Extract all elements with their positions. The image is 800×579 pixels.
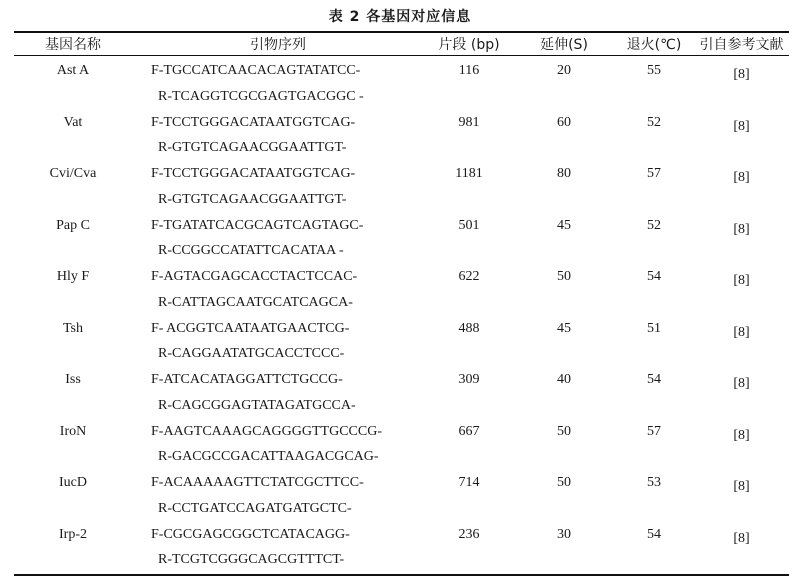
primer-sequence	[132, 58, 424, 110]
annealing-c: 52	[647, 114, 661, 130]
fragment-bp: 116	[458, 63, 480, 78]
forward-primer: F- ACGGTCAATAATGAACTCG-	[151, 320, 350, 336]
reverse-primer: R-CAGGAATATGCACCTCCC-	[158, 346, 345, 362]
primer-sequence	[132, 470, 424, 522]
table-body	[14, 58, 789, 573]
forward-primer: F-TCCTGGGACATAATGGTCAG-	[151, 166, 356, 181]
forward-primer: F-TGCCATCAACACAGTATATCC-	[151, 63, 361, 78]
fragment-bp: 714	[458, 475, 480, 490]
annealing-c: 54	[647, 372, 661, 387]
reference: [8]	[733, 530, 750, 546]
fragment-bp: 622	[458, 269, 480, 284]
annealing-c: 57	[647, 166, 661, 181]
extension-s: 80	[557, 166, 571, 181]
reference: [8]	[733, 479, 750, 494]
gene-name: Irp-2	[59, 526, 87, 542]
table-row	[14, 213, 789, 265]
forward-primer: F-AGTACGAGCACCTACTCCAC-	[151, 269, 358, 284]
reference: [8]	[733, 221, 750, 237]
gene-name: Hly F	[56, 269, 90, 284]
reference: [8]	[733, 170, 750, 185]
fragment-bp: 981	[458, 114, 480, 130]
gene-name: Cvi/Cva	[49, 166, 97, 181]
table-row	[14, 470, 789, 522]
annealing-c: 52	[647, 217, 661, 233]
reference: [8]	[733, 324, 750, 340]
fragment-bp: 236	[458, 526, 480, 542]
header-fragment: 片段 (bp)	[438, 37, 500, 53]
table-header	[14, 33, 789, 55]
reverse-primer: R-CCTGATCCAGATGATGCTC-	[158, 500, 352, 516]
primer-sequence	[132, 522, 424, 574]
fragment-bp: 488	[458, 320, 480, 336]
forward-primer: F-ATCACATAGGATTCTGCCG-	[151, 372, 343, 387]
gene-name: Pap C	[56, 217, 90, 233]
fragment-bp: 1181	[455, 166, 483, 181]
extension-s: 60	[557, 114, 571, 130]
fragment-bp: 501	[458, 217, 480, 233]
primer-sequence	[132, 264, 424, 316]
extension-s: 50	[557, 475, 571, 490]
primer-sequence	[132, 161, 424, 213]
extension-s: 50	[557, 423, 571, 439]
reverse-primer: R-TCAGGTCGCGAGTGACGGC -	[158, 88, 364, 104]
primer-sequence	[132, 419, 424, 471]
table-row	[14, 316, 789, 368]
reverse-primer: R-GTGTCAGAACGGAATTGT-	[158, 140, 347, 156]
forward-primer: F-TGATATCACGCAGTCAGTAGC-	[151, 217, 364, 233]
table-row	[14, 367, 789, 419]
forward-primer: F-ACAAAAAGTTCTATCGCTTCC-	[151, 475, 364, 490]
annealing-c: 53	[647, 475, 661, 490]
primer-sequence	[132, 110, 424, 162]
reverse-primer: R-TCGTCGGGCAGCGTTTCT-	[158, 552, 345, 568]
table-row	[14, 58, 789, 110]
table-row	[14, 419, 789, 471]
gene-name: IucD	[59, 475, 87, 490]
fragment-bp: 667	[458, 423, 480, 439]
gene-name: IroN	[59, 423, 87, 439]
extension-s: 20	[557, 63, 571, 78]
extension-s: 45	[557, 217, 571, 233]
table-title: 表 2 各基因对应信息	[328, 9, 472, 25]
reference: [8]	[733, 273, 750, 288]
table-row	[14, 161, 789, 213]
reference: [8]	[733, 376, 750, 391]
reverse-primer: R-CCGGCCATATTCACATAA -	[158, 243, 344, 259]
header-reference: 引自参考文献	[699, 37, 784, 53]
reverse-primer: R-GACGCCGACATTAAGACGCAG-	[158, 449, 379, 465]
extension-s: 40	[557, 372, 571, 387]
reverse-primer: R-CAGCGGAGTATAGATGCCA-	[158, 397, 356, 413]
primer-sequence	[132, 316, 424, 368]
annealing-c: 57	[647, 423, 661, 439]
annealing-c: 54	[647, 526, 661, 542]
reverse-primer: R-CATTAGCAATGCATCAGCA-	[158, 294, 353, 310]
extension-s: 30	[557, 526, 571, 542]
forward-primer: F-TCCTGGGACATAATGGTCAG-	[151, 114, 356, 130]
annealing-c: 54	[647, 269, 661, 284]
extension-s: 50	[557, 269, 571, 284]
reference: [8]	[733, 67, 750, 82]
gene-name: Ast A	[56, 63, 90, 78]
extension-s: 45	[557, 320, 571, 336]
header-gene: 基因名称	[45, 37, 101, 53]
table-row	[14, 264, 789, 316]
reference: [8]	[733, 118, 750, 134]
gene-name: Iss	[65, 372, 81, 387]
header-extension: 延伸(S)	[540, 37, 588, 53]
header-rule	[14, 55, 789, 56]
bottom-rule	[14, 574, 789, 576]
header-primer: 引物序列	[250, 37, 306, 53]
fragment-bp: 309	[458, 372, 480, 387]
header-annealing: 退火(℃)	[626, 37, 682, 53]
annealing-c: 55	[647, 63, 661, 78]
gene-name: Tsh	[62, 320, 84, 336]
table-row	[14, 110, 789, 162]
forward-primer: F-CGCGAGCGGCTCATACAGG-	[151, 526, 350, 542]
forward-primer: F-AAGTCAAAGCAGGGGTTGCCCG-	[151, 423, 382, 439]
primer-sequence	[132, 213, 424, 265]
annealing-c: 51	[647, 320, 661, 336]
reference: [8]	[733, 427, 750, 443]
gene-name: Vat	[63, 114, 83, 130]
primer-sequence	[132, 367, 424, 419]
table-row	[14, 522, 789, 574]
reverse-primer: R-GTGTCAGAACGGAATTGT-	[158, 191, 347, 207]
